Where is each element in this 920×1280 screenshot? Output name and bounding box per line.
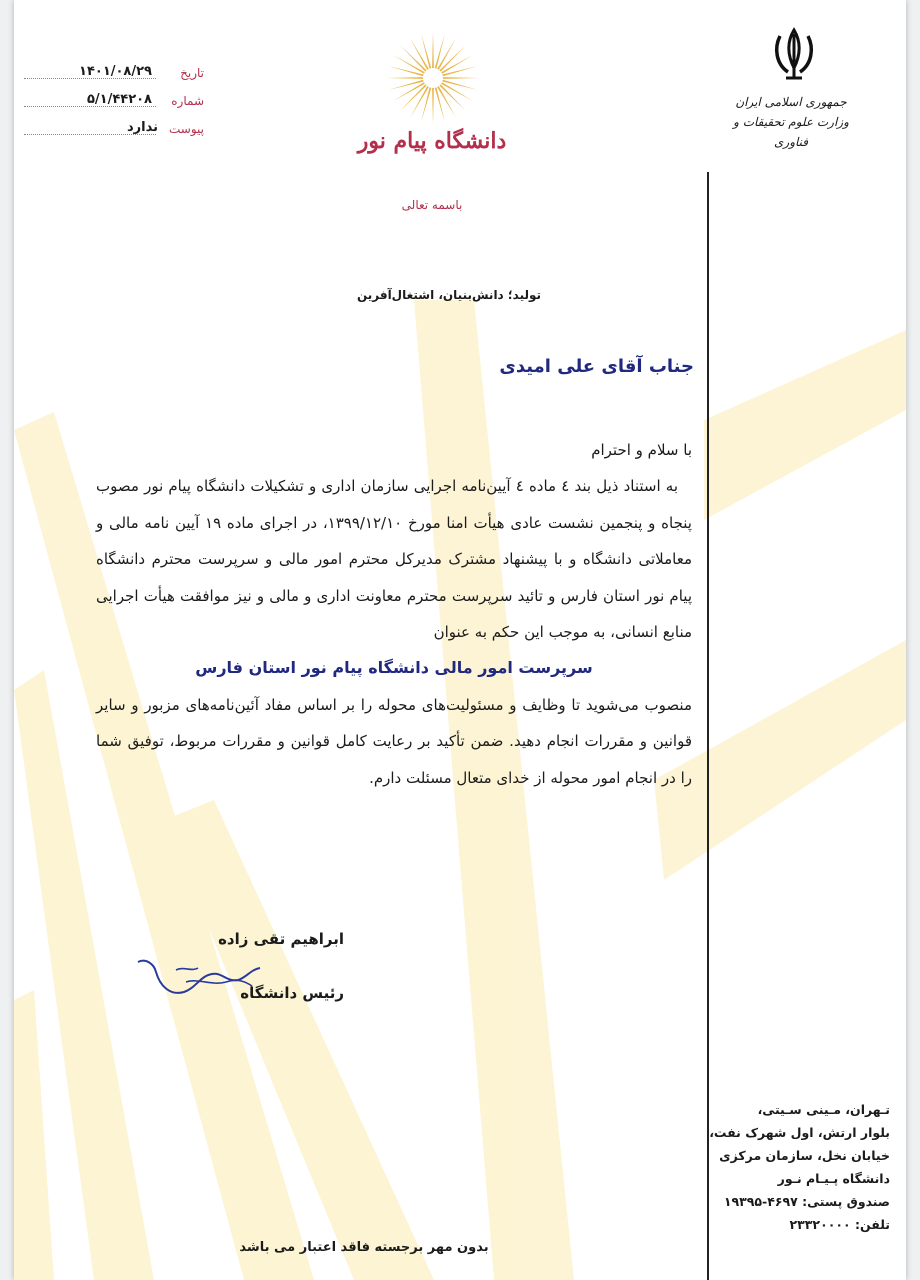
basmala: باسمه تعالی (401, 198, 463, 212)
address-line: تـهران، مـینی سـیتی، (757, 1102, 890, 1117)
signer-title: رئیس دانشگاه (240, 984, 344, 1002)
greeting: با سلام و احترام (591, 441, 692, 459)
attachment-row (22, 118, 212, 146)
logo-ray (400, 84, 426, 110)
logo-ray (439, 84, 465, 110)
logo-ray (387, 77, 423, 79)
paragraph-1: به استناد ذیل بند ٤ ماده ٤ آیین‌نامه اجرایی سازمان اداری و تشکیلات دانشگاه پیام نور مصوب پنجاه و پنجمین نشست عادی هیأت امنا مورخ ۱۳۹۹/۱۲/۱۰، در اجرای ماده ۱۹ آیین نامه مالی و معاملاتی دانشگاه و با پیشنهاد مشترک مدیرکل محترم امور مالی و سرپرست محترم دانشگاه پیام نور استان فارس و تائید سرپرست محترم معاونت اداری و مالی و نیز موافقت هیأت اجرایی منابع انسانی، به موجب این حکم به عنوان (96, 477, 692, 642)
iran-emblem-icon (772, 26, 816, 82)
recipient: جناب آقای علی امیدی (499, 356, 694, 377)
logo-ray (421, 87, 431, 122)
address-line: دانشگاه پـیـام نـور (777, 1171, 890, 1186)
ministry-heading (720, 92, 862, 152)
address-block (709, 1098, 890, 1236)
address-line: صندوق پستی: ۴۶۹۷-۱۹۳۹۵ (723, 1194, 890, 1209)
seal-note: بدون مهر برجسته فاقد اعتبار می باشد (239, 1240, 489, 1255)
attachment-value: ندارد (126, 120, 158, 135)
logo-ray (400, 45, 426, 71)
logo-ray (435, 87, 445, 122)
logo-ray (435, 34, 445, 69)
university-name: دانشگاه پیام نور (357, 128, 507, 154)
number-row (22, 90, 212, 118)
date-value: ۱۴۰۱/۰۸/۲۹ (79, 64, 152, 79)
country-name: جمهوری اسلامی ایران (735, 95, 847, 109)
logo-ray (442, 80, 477, 90)
logo-ray (421, 34, 431, 69)
year-slogan: تولید؛ دانش‌بنیان، اشتغال‌آفرین (356, 288, 542, 302)
vertical-divider (707, 172, 709, 1280)
letter-metadata (22, 62, 212, 146)
logo-ray (389, 66, 424, 76)
logo-ray (432, 32, 434, 68)
appointment-title: سرپرست امور مالی دانشگاه پیام نور استان فارس (195, 658, 593, 678)
logo-ray (442, 66, 477, 76)
address-line: بلوار ارتش، اول شهرک نفت، (709, 1125, 890, 1140)
date-label: تاریخ (180, 66, 204, 80)
logo-ray (432, 88, 434, 124)
dotted-line (24, 78, 156, 79)
attachment-label: پیوست (169, 122, 204, 136)
logo-ray (439, 45, 465, 71)
letter-body (96, 432, 692, 796)
number-label: شماره (171, 94, 204, 108)
address-line: تلفن: ۲۳۳۲۰۰۰۰ (789, 1217, 890, 1232)
address-line: خیابان نخل، سازمان مرکزی (719, 1148, 890, 1163)
date-row (22, 62, 212, 90)
signer-name: ابراهیم تقی زاده (218, 930, 344, 948)
paragraph-2: منصوب می‌شوید تا وظایف و مسئولیت‌های محوله را بر اساس مفاد آئین‌نامه‌های مزبور و سایر قوانین و مقررات انجام دهید. ضمن تأکید بر رعایت کامل قوانین و مقررات مربوط، توفیق شما را در انجام امور محوله از خدای متعال مسئلت دارم. (96, 695, 692, 787)
dotted-line (24, 106, 156, 107)
dotted-line (24, 134, 156, 135)
logo-ray (389, 80, 424, 90)
letter-page (14, 0, 906, 1280)
logo-ray (443, 77, 479, 79)
number-value: ۵/۱/۴۴۲۰۸ (86, 92, 152, 107)
ministry-name: وزارت علوم تحقیقات و فناوری (733, 115, 849, 149)
logo-center (426, 71, 440, 85)
university-logo-icon (383, 28, 483, 128)
